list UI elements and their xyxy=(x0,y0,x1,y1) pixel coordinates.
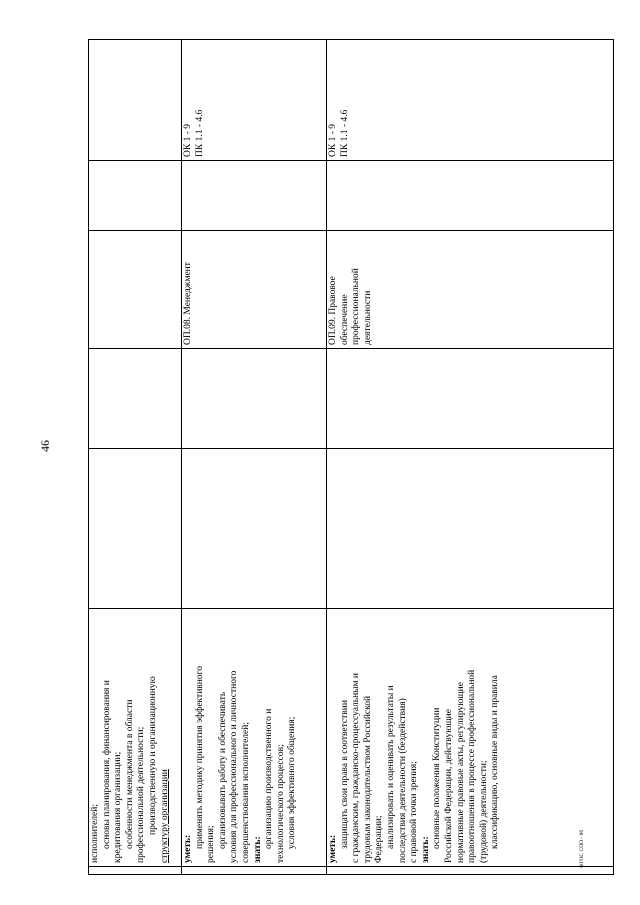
cell-line: трудовым законодательством Российской xyxy=(362,695,373,863)
table-cell-blank xyxy=(327,349,614,449)
skills-cell xyxy=(182,609,327,867)
cell-line: профессиональной деятельности; xyxy=(136,726,147,863)
competencies-cell xyxy=(182,40,327,161)
cell-line: последствия деятельности (бездействия) xyxy=(397,698,408,863)
competency-ok: ОК 1 - 9 xyxy=(183,124,193,157)
cell-heading: знать: xyxy=(252,836,263,863)
cell-line: решения; xyxy=(206,825,217,863)
cell-line: особенности менеджмента в области xyxy=(124,699,135,849)
discipline-name: ОП.09. Правовое xyxy=(328,276,338,345)
table-cell-blank xyxy=(182,161,327,231)
cell-line: организовывать работу и обеспечивать xyxy=(217,691,228,849)
table-cell-blank xyxy=(89,161,182,231)
table-cell-blank xyxy=(89,40,182,161)
cell-heading: уметь: xyxy=(183,834,193,863)
cell-line: условия для профессионального и личностного xyxy=(229,670,240,863)
table-cell-blank xyxy=(89,349,182,449)
cell-line: Федерации; xyxy=(374,815,385,863)
cell-line: организацию производственного и xyxy=(264,708,275,849)
table-cell-blank xyxy=(89,449,182,609)
competency-pk: ПК 1.1 - 4.6 xyxy=(194,109,205,157)
table-cell-blank xyxy=(327,161,614,231)
cell-line: защищать свои права в соответствии xyxy=(339,700,350,849)
curriculum-table xyxy=(88,39,614,875)
cell-line: классификацию, основные виды и правила xyxy=(490,675,501,849)
discipline-cell xyxy=(327,231,614,349)
cell-line: кредитования организации; xyxy=(113,751,124,863)
table-cell-blank xyxy=(182,449,327,609)
cell-line: основные положения Конституции xyxy=(432,707,443,849)
cell-line: совершенствования исполнителей; xyxy=(240,722,251,863)
competency-pk: ПК 1.1 - 4.6 xyxy=(339,109,350,157)
discipline-name: обеспечение xyxy=(339,294,350,345)
cell-heading: знать: xyxy=(420,836,431,863)
discipline-name: ОП.08. Менеджмент xyxy=(183,262,193,345)
cell-heading: уметь: xyxy=(328,834,338,863)
skills-cell xyxy=(327,609,614,867)
table-cell-blank xyxy=(89,867,182,875)
page-number: 46 xyxy=(38,440,52,452)
cell-line: с правовой точки зрения; xyxy=(409,761,420,863)
cell-line: условия эффективного общения; xyxy=(287,716,298,849)
table-cell-blank xyxy=(327,449,614,609)
cell-line: применять методику принятия эффективного xyxy=(194,665,205,849)
cell-line: с гражданским, гражданско-процессуальным и xyxy=(351,672,362,863)
cell-line: основы планирования, финансирования и xyxy=(101,680,112,849)
cell-line: анализировать и оценивать результаты и xyxy=(385,685,396,849)
cell-line: структуру организации xyxy=(159,769,170,863)
table-row xyxy=(89,40,182,875)
discipline-name: деятельности xyxy=(362,290,373,345)
cell-line: исполнителей; xyxy=(90,804,100,863)
discipline-cell xyxy=(182,231,327,349)
landscape-table-frame xyxy=(88,40,613,875)
cell-line: технологического процессов; xyxy=(275,744,286,863)
cell-line: (трудовой) деятельности; xyxy=(478,760,489,863)
competency-ok: ОК 1 - 9 xyxy=(328,124,338,157)
cell-line: Российской Федерации, действующие xyxy=(443,709,454,863)
table-cell-blank xyxy=(182,349,327,449)
footer-code: ФГОС СПО - 06 xyxy=(579,829,585,868)
table-row xyxy=(182,40,327,875)
table-cell-blank xyxy=(89,231,182,349)
table-cell-blank xyxy=(327,867,614,875)
cell-line: правоотношения в процессе профессиональной xyxy=(467,669,478,863)
cell-line: производственную и организационную xyxy=(147,676,158,835)
competencies-cell xyxy=(327,40,614,161)
table-cell-blank xyxy=(182,867,327,875)
cell-line: нормативные правовые акты, регулирующие xyxy=(455,682,466,863)
table-row xyxy=(327,40,614,875)
knowledge-cell xyxy=(89,609,182,867)
discipline-name: профессиональной xyxy=(351,268,362,345)
